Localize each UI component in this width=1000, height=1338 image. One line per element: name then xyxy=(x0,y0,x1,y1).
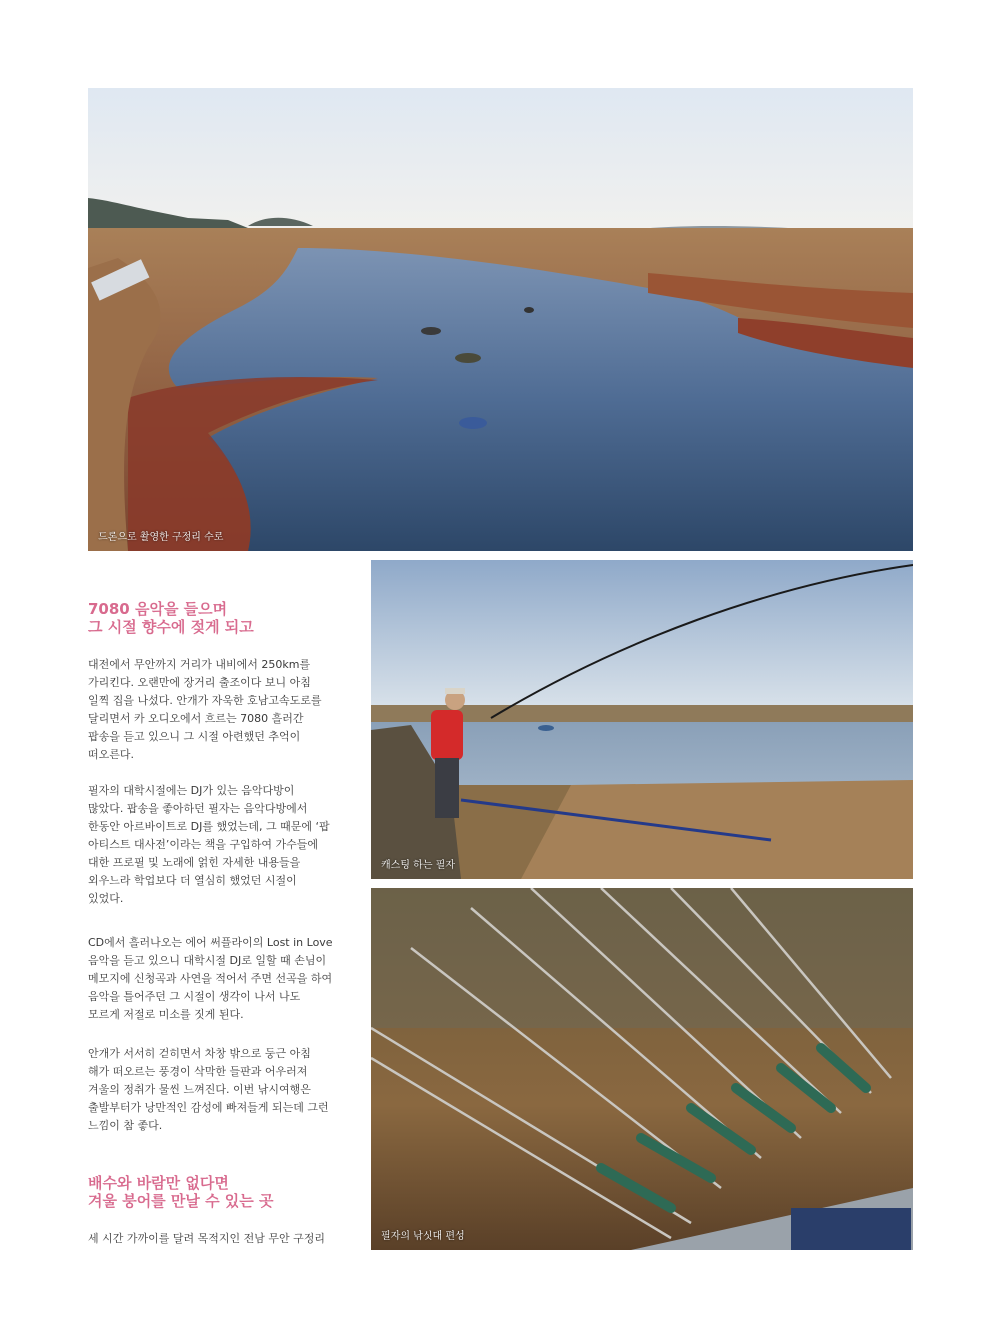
text-line: 가리킨다. 오랜만에 장거리 출조이다 보니 아침 xyxy=(88,676,311,689)
text-line: 아티스트 대사전’이라는 책을 구입하여 가수들에 xyxy=(88,838,319,851)
paragraph-3 xyxy=(88,934,358,1024)
text-line: 외우느라 학업보다 더 열심히 했었던 시절이 xyxy=(88,874,297,887)
casting-photo-caption: 캐스팅 하는 필자 xyxy=(381,860,455,871)
section-2 xyxy=(88,1174,358,1210)
text-line: 있었다. xyxy=(88,892,124,905)
text-line: 안개가 서서히 걷히면서 차창 밖으로 둥근 아침 xyxy=(88,1047,311,1060)
text-line: 많았다. 팝송을 좋아하던 필자는 음악다방에서 xyxy=(88,802,308,815)
section-1-heading xyxy=(88,600,358,636)
drone-photo-caption: 드론으로 촬영한 구정리 수로 xyxy=(98,532,224,543)
text-line: 달리면서 카 오디오에서 흐르는 7080 흘러간 xyxy=(88,712,304,725)
text-line: 한동안 아르바이트로 DJ를 했었는데, 그 때문에 ‘팝 xyxy=(88,820,330,833)
text-line: 세 시간 가까이를 달려 목적지인 전남 무안 구정리 xyxy=(88,1232,325,1245)
rods-photo xyxy=(371,888,913,1250)
paragraph-2 xyxy=(88,782,358,908)
text-line: 모르게 저절로 미소를 짓게 된다. xyxy=(88,1008,244,1021)
text-line: 필자의 대학시절에는 DJ가 있는 음악다방이 xyxy=(88,784,295,797)
text-line: 음악을 듣고 있으니 대학시절 DJ로 일할 때 손님이 xyxy=(88,954,327,967)
section-2-heading xyxy=(88,1174,358,1210)
text-line: 느낌이 참 좋다. xyxy=(88,1119,163,1132)
text-line: 출발부터가 낭만적인 감성에 빠져들게 되는데 그런 xyxy=(88,1101,329,1114)
text-line: 음악을 틀어주던 그 시절이 생각이 나서 나도 xyxy=(88,990,301,1003)
text-line: 일찍 집을 나섰다. 안개가 자욱한 호남고속도로를 xyxy=(88,694,322,707)
paragraph-4 xyxy=(88,1045,358,1135)
text-line: 메모지에 신청곡과 사연을 적어서 주면 선곡을 하여 xyxy=(88,972,333,985)
casting-photo xyxy=(371,560,913,879)
text-line: 대한 프로필 및 노래에 얽힌 자세한 내용들을 xyxy=(88,856,301,869)
section-2-paragraph xyxy=(88,1230,358,1248)
heading-line: 겨울 붕어를 만날 수 있는 곳 xyxy=(88,1192,274,1210)
paragraph-1 xyxy=(88,656,358,764)
text-line: 대전에서 무안까지 거리가 내비에서 250km를 xyxy=(88,658,311,671)
rods-photo-caption: 필자의 낚싯대 편성 xyxy=(381,1231,465,1242)
heading-line: 7080 음악을 들으며 xyxy=(88,600,228,618)
text-line: 떠오른다. xyxy=(88,748,135,761)
section-1 xyxy=(88,600,358,636)
text-line: 겨울의 정취가 물씬 느껴진다. 이번 낚시여행은 xyxy=(88,1083,311,1096)
heading-line: 배수와 바람만 없다면 xyxy=(88,1174,229,1192)
heading-line: 그 시절 향수에 젖게 되고 xyxy=(88,618,254,636)
text-line: 해가 떠오르는 풍경이 삭막한 들판과 어우러져 xyxy=(88,1065,308,1078)
text-line: 팝송을 듣고 있으니 그 시절 아련했던 추억이 xyxy=(88,730,301,743)
drone-canal-photo xyxy=(88,88,913,551)
text-line: CD에서 흘러나오는 에어 써플라이의 Lost in Love xyxy=(88,936,333,949)
